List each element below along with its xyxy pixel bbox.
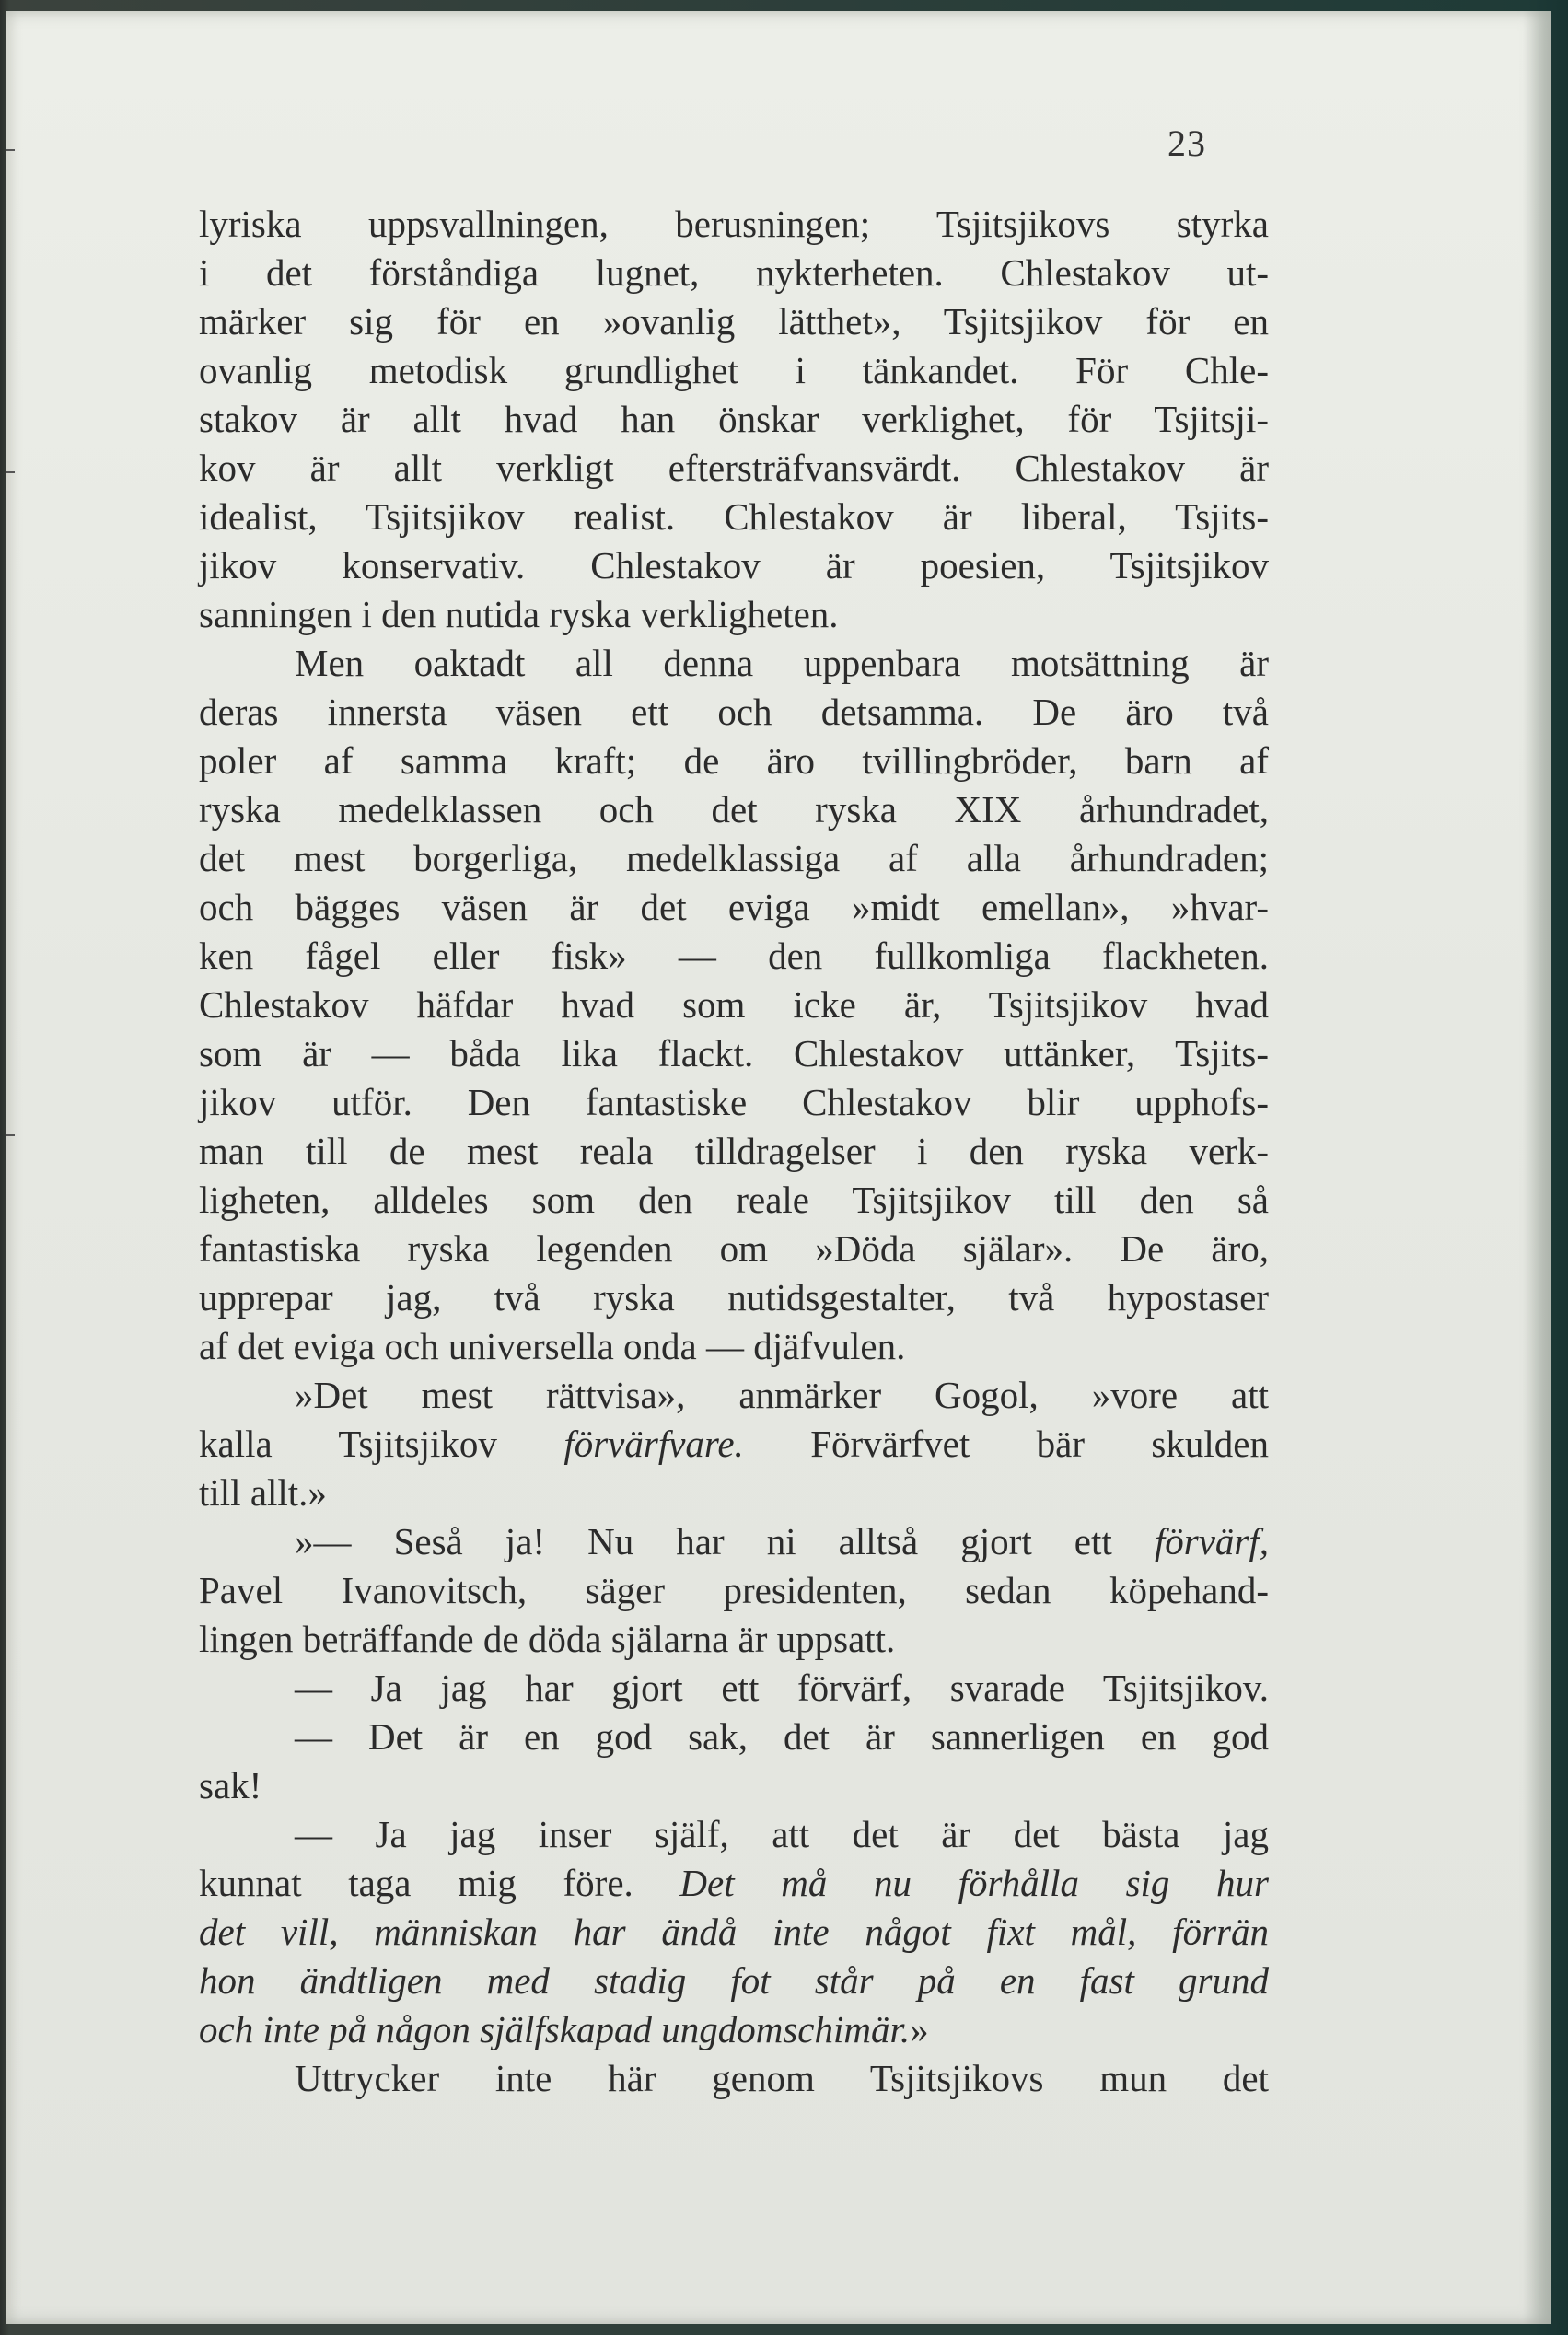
text-segment: det mest borgerliga, medelklassiga af alla århundraden; xyxy=(199,837,1269,879)
text-segment: af det eviga och universella onda — djäfvulen. xyxy=(199,1325,906,1367)
text-line xyxy=(199,1957,1269,2005)
text-line xyxy=(199,200,1269,249)
margin-mark xyxy=(6,1134,15,1136)
text-segment: deras innersta väsen ett och detsamma. De äro två xyxy=(199,691,1269,733)
text-line xyxy=(199,932,1269,981)
text-segment: ken fågel eller fisk» — den fullkomliga flackheten. xyxy=(199,935,1269,977)
text-segment: » xyxy=(910,2008,929,2050)
text-segment: — Det är en god sak, det är sannerligen en god xyxy=(295,1715,1269,1758)
text-line xyxy=(199,1176,1269,1225)
text-line xyxy=(199,1371,1269,1420)
text-line xyxy=(199,1078,1269,1127)
text-segment: Förvärfvet bär skulden xyxy=(743,1423,1269,1465)
text-line xyxy=(199,249,1269,297)
text-segment: lyriska uppsvallningen, berusningen; Tsjitsjikovs styrka xyxy=(199,203,1269,245)
text-segment: sak! xyxy=(199,1764,262,1806)
text-line xyxy=(199,395,1269,444)
text-segment: sanningen i den nutida ryska verkligheten. xyxy=(199,593,839,635)
text-segment: i det förståndiga lugnet, nykterheten. Chlestakov ut- xyxy=(199,251,1269,294)
text-segment: Uttrycker inte här genom Tsjitsjikovs mun det xyxy=(295,2057,1269,2099)
page-number: 23 xyxy=(1167,122,1206,164)
book-page xyxy=(6,11,1551,2324)
text-segment: jikov utför. Den fantastiske Chlestakov blir upphofs- xyxy=(199,1081,1269,1123)
text-segment: ovanlig metodisk grundlighet i tänkandet. För Chle- xyxy=(199,349,1269,391)
text-line xyxy=(199,1420,1269,1469)
italic-text-segment: hon ändtligen med stadig fot står på en fast grund xyxy=(199,1959,1269,2002)
text-segment: lingen beträffande de döda själarna är uppsatt. xyxy=(199,1618,896,1660)
text-segment: poler af samma kraft; de äro tvillingbröder, barn af xyxy=(199,739,1269,782)
text-line xyxy=(199,688,1269,737)
text-segment: till allt.» xyxy=(199,1471,327,1514)
margin-mark xyxy=(6,471,15,473)
text-line xyxy=(199,1029,1269,1078)
text-segment: idealist, Tsjitsjikov realist. Chlestakov är liberal, Tsjits- xyxy=(199,495,1269,538)
text-line xyxy=(199,590,1269,639)
text-segment: »Det mest rättvisa», anmärker Gogol, »vore att xyxy=(295,1374,1269,1416)
italic-text-segment: det vill, människan har ändå inte något fixt mål, förrän xyxy=(199,1911,1269,1953)
text-line xyxy=(199,834,1269,883)
italic-text-segment: förvärfvare. xyxy=(563,1423,744,1465)
text-segment: — Ja jag har gjort ett förvärf, svarade Tsjitsjikov. xyxy=(295,1667,1269,1709)
text-line xyxy=(199,639,1269,688)
text-line xyxy=(199,1225,1269,1273)
italic-text-segment: Det må nu förhålla sig hur xyxy=(679,1862,1270,1904)
text-line xyxy=(199,1517,1269,1566)
text-line xyxy=(199,297,1269,346)
text-segment: märker sig för en »ovanlig lätthet», Tsjitsjikov för en xyxy=(199,300,1269,343)
text-line xyxy=(199,1761,1269,1810)
text-line xyxy=(199,444,1269,493)
text-line xyxy=(199,1859,1269,1908)
text-segment: stakov är allt hvad han önskar verklighet, för Tsjitsji- xyxy=(199,398,1269,440)
text-segment: Chlestakov häfdar hvad som icke är, Tsjitsjikov hvad xyxy=(199,983,1269,1026)
italic-text-segment: och inte på någon själfskapad ungdomschimär. xyxy=(199,2008,911,2050)
text-line xyxy=(199,1615,1269,1664)
text-segment: ligheten, alldeles som den reale Tsjitsjikov till den så xyxy=(199,1179,1269,1221)
text-line xyxy=(199,981,1269,1029)
text-line xyxy=(199,883,1269,932)
text-segment: ryska medelklassen och det ryska XIX århundradet, xyxy=(199,788,1269,831)
text-segment: kunnat taga mig före. xyxy=(199,1862,680,1904)
text-line xyxy=(199,1469,1269,1517)
text-segment: som är — båda lika flackt. Chlestakov uttänker, Tsjits- xyxy=(199,1032,1269,1075)
text-segment: och bägges väsen är det eviga »midt emellan», »hvar- xyxy=(199,886,1269,928)
text-line xyxy=(199,1127,1269,1176)
text-line xyxy=(199,1566,1269,1615)
text-line xyxy=(199,1713,1269,1761)
text-segment: jikov konservativ. Chlestakov är poesien, Tsjitsjikov xyxy=(199,544,1269,587)
text-segment: Pavel Ivanovitsch, säger presidenten, sedan köpehand- xyxy=(199,1569,1269,1611)
page-edge-shadow xyxy=(1523,11,1551,2324)
text-segment: man till de mest reala tilldragelser i den ryska verk- xyxy=(199,1130,1269,1172)
text-line xyxy=(199,737,1269,785)
text-segment: kalla Tsjitsjikov xyxy=(199,1423,564,1465)
text-segment: »— Seså ja! Nu har ni alltså gjort ett xyxy=(295,1520,1155,1562)
text-line xyxy=(199,1322,1269,1371)
text-line xyxy=(199,541,1269,590)
margin-mark xyxy=(6,149,15,151)
text-segment: kov är allt verkligt eftersträfvansvärdt. Chlestakov är xyxy=(199,447,1269,489)
text-line xyxy=(199,1664,1269,1713)
body-text xyxy=(199,200,1269,2103)
text-segment: — Ja jag inser själf, att det är det bästa jag xyxy=(295,1813,1269,1855)
text-line xyxy=(199,2054,1269,2103)
text-segment: upprepar jag, två ryska nutidsgestalter, två hypostaser xyxy=(199,1276,1269,1319)
text-segment: Men oaktadt all denna uppenbara motsättning är xyxy=(295,642,1269,684)
text-segment: fantastiska ryska legenden om »Döda själar». De äro, xyxy=(199,1227,1269,1270)
text-line xyxy=(199,493,1269,541)
text-line xyxy=(199,1908,1269,1957)
text-line xyxy=(199,2005,1269,2054)
text-line xyxy=(199,1273,1269,1322)
text-line xyxy=(199,1810,1269,1859)
text-line xyxy=(199,785,1269,834)
italic-text-segment: förvärf, xyxy=(1154,1520,1269,1562)
text-line xyxy=(199,346,1269,395)
